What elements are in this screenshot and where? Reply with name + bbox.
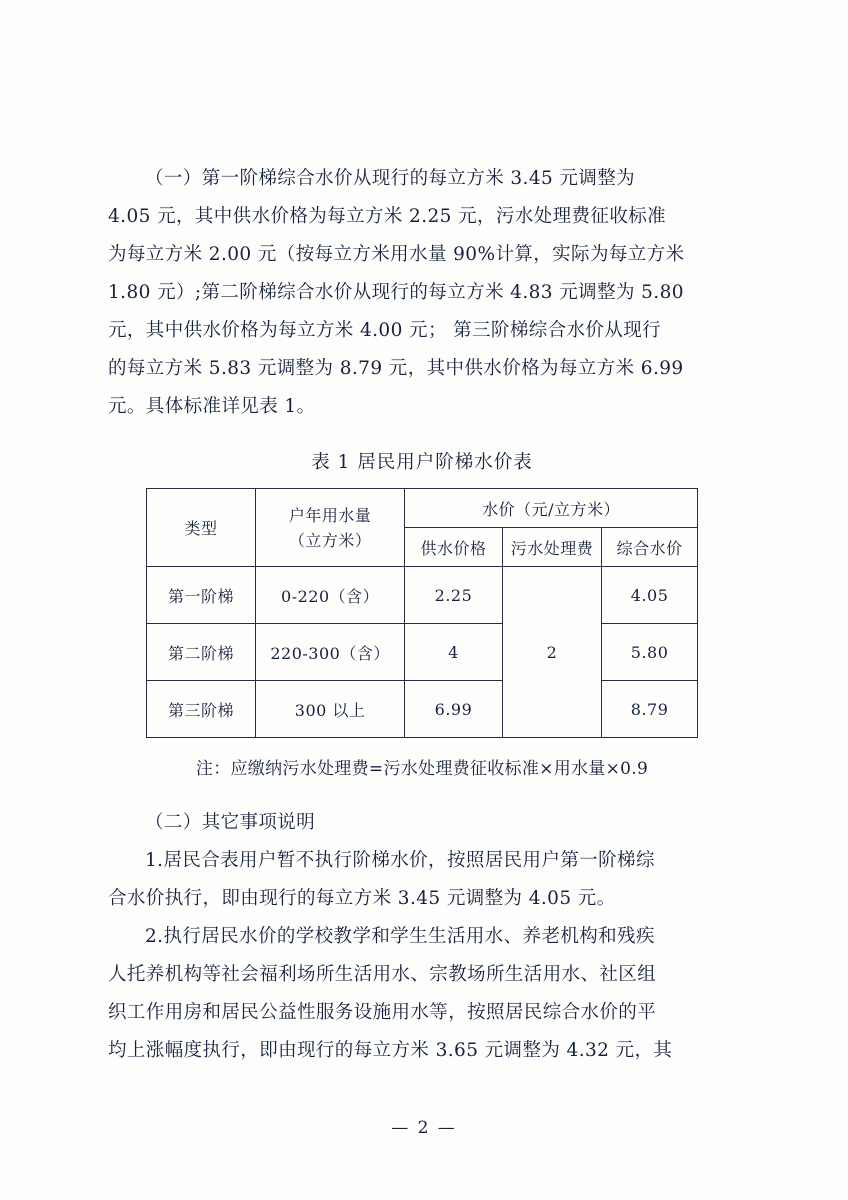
section2-heading: （二）其它事项说明 [145, 812, 316, 833]
header-cell-comprehensive-price: 综合水价 [602, 528, 698, 567]
paragraph1-line-1: （一）第一阶梯综合水价从现行的每立方米 3.45 元调整为 [145, 168, 636, 189]
paragraph1-line-4: 1.80 元）;第二阶梯综合水价从现行的每立方米 4.83 元调整为 5.80 [108, 282, 684, 303]
paragraph1-line-6: 的每立方米 5.83 元调整为 8.79 元，其中供水价格为每立方米 6.99 [108, 358, 684, 379]
paragraph-first-tier-pricing [108, 160, 736, 426]
table-header-row-1 [147, 489, 698, 528]
row2-comprehensive-price: 5.80 [602, 624, 698, 681]
header-cell-sewage-fee: 污水处理费 [502, 528, 601, 567]
table-note: 注：应缴纳污水处理费=污水处理费征收标准×用水量×0.9 [195, 759, 649, 779]
page-number: — 2 — [391, 1118, 457, 1138]
paragraph1-line-3: 为每立方米 2.00 元（按每立方米用水量 90%计算，实际为每立方米 [108, 244, 685, 265]
table-row [147, 681, 698, 738]
section2-line-4: 人托养机构等社会福利场所生活用水、宗教场所生活用水、社区组 [108, 964, 657, 985]
residential-tiered-water-price-table [146, 488, 698, 738]
row1-comprehensive-price: 4.05 [602, 567, 698, 624]
header-usage-line1: 户年用水量 [288, 505, 372, 525]
row3-comprehensive-price: 8.79 [602, 681, 698, 738]
header-cell-type: 类型 [147, 489, 256, 567]
table-title: 表 1 居民用户阶梯水价表 [311, 452, 533, 473]
sewage-fee-value: 2 [502, 567, 601, 738]
row1-type: 第一阶梯 [147, 567, 256, 624]
header-cell-price-group: 水价（元/立方米） [405, 489, 698, 528]
row3-usage: 300 以上 [256, 681, 405, 738]
document-body [108, 160, 736, 1070]
header-usage-line2: （立方米） [288, 530, 372, 550]
row2-supply-price: 4 [405, 624, 503, 681]
paragraph1-line-7: 元。具体标准详见表 1。 [108, 396, 316, 417]
paragraph1-line-5: 元，其中供水价格为每立方米 4.00 元； 第三阶梯综合水价从现行 [108, 320, 662, 341]
row2-usage: 220-300（含） [256, 624, 405, 681]
section2-line-1: 1.居民合表用户暂不执行阶梯水价，按照居民用户第一阶梯综 [145, 850, 655, 871]
row3-type: 第三阶梯 [147, 681, 256, 738]
section2-line-6: 均上涨幅度执行，即由现行的每立方米 3.65 元调整为 4.32 元，其 [108, 1040, 673, 1061]
row3-supply-price: 6.99 [405, 681, 503, 738]
row2-type: 第二阶梯 [147, 624, 256, 681]
table-row [147, 624, 698, 681]
section2-line-3: 2.执行居民水价的学校教学和学生生活用水、养老机构和残疾 [145, 926, 655, 947]
section-other-matters [108, 804, 736, 1070]
table-row [147, 567, 698, 624]
section2-line-2: 合水价执行，即由现行的每立方米 3.45 元调整为 4.05 元。 [108, 888, 616, 909]
header-cell-supply-price: 供水价格 [405, 528, 503, 567]
row1-supply-price: 2.25 [405, 567, 503, 624]
paragraph1-line-2: 4.05 元，其中供水价格为每立方米 2.25 元，污水处理费征收标准 [108, 206, 667, 227]
header-cell-usage [256, 489, 405, 567]
section2-line-5: 织工作用房和居民公益性服务设施用水等，按照居民综合水价的平 [108, 1002, 657, 1023]
row1-usage: 0-220（含） [256, 567, 405, 624]
